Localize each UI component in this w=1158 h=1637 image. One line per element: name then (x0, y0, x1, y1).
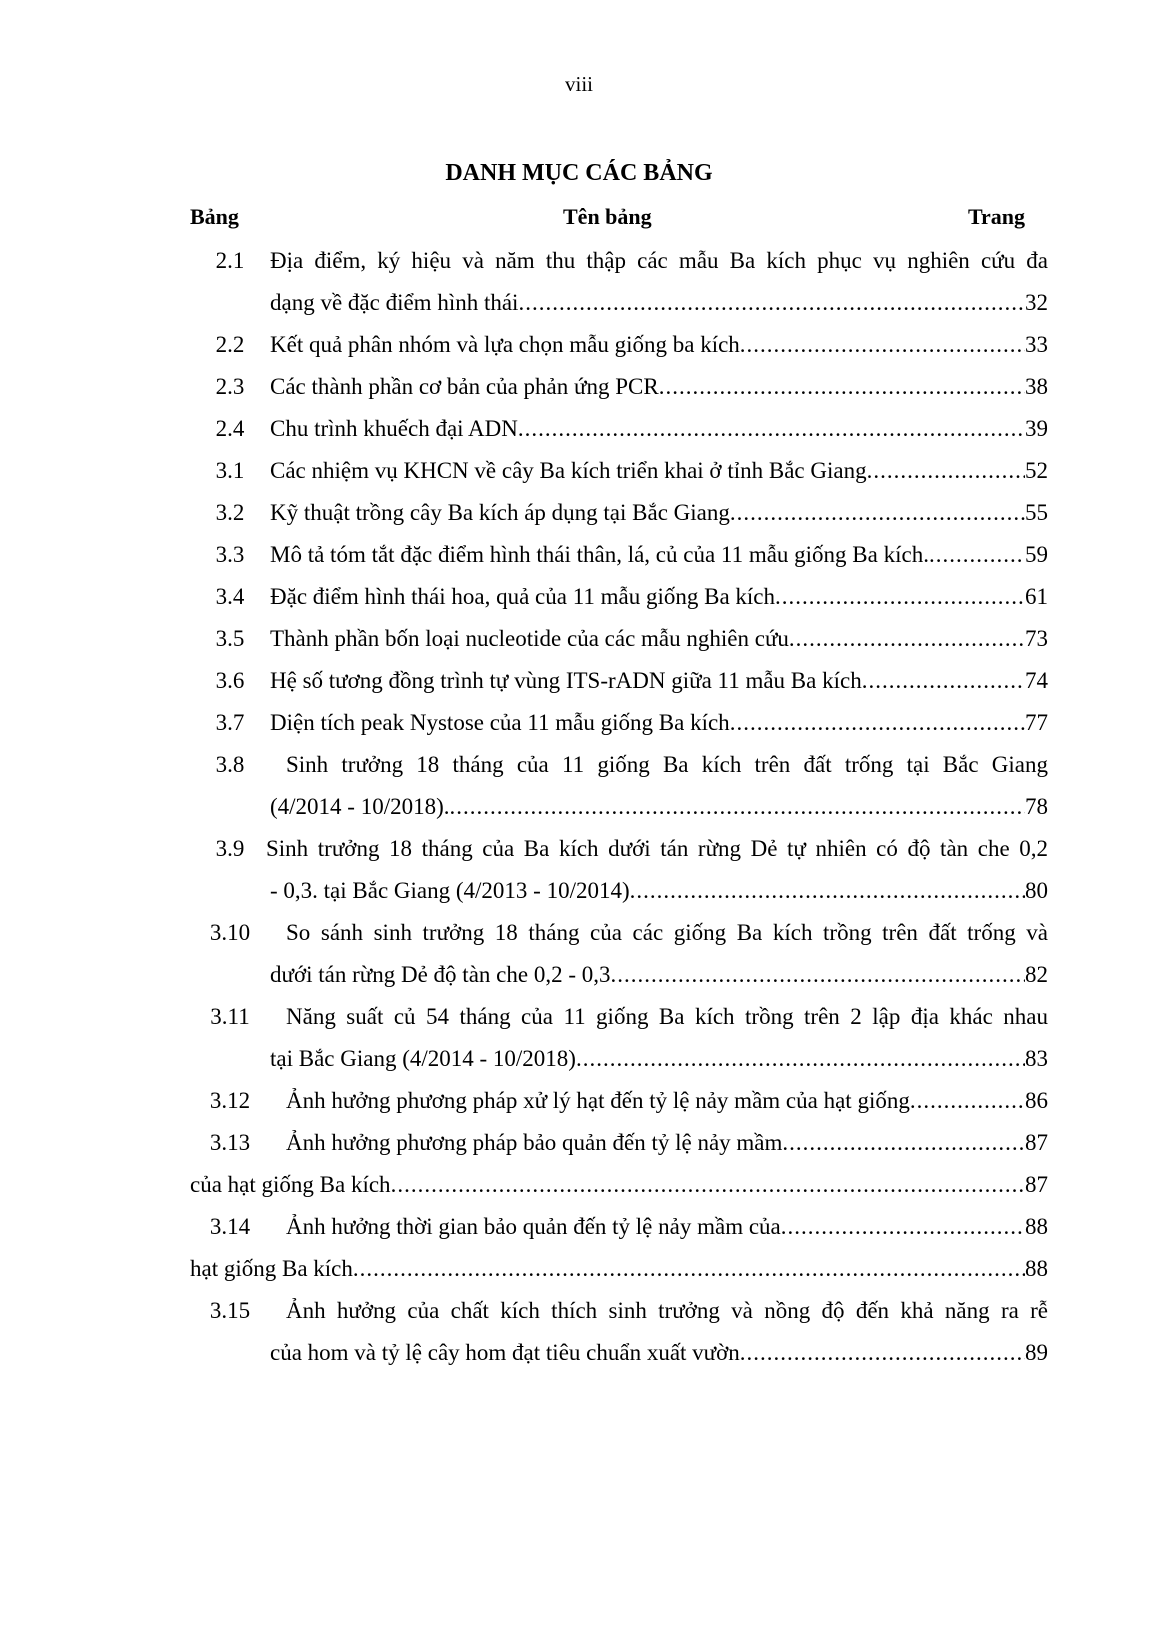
entry-title: Mô tả tóm tắt đặc điểm hình thái thân, lá, củ của 11 mẫu giống Ba kích. (270, 542, 929, 567)
entry-title-line1: Sinh trưởng 18 tháng của Ba kích dưới tán rừng Dẻ tự nhiên có độ tàn che 0,2 (266, 836, 1048, 861)
toc-entry-2-2[interactable] (190, 324, 1048, 366)
entry-number: 3.7 (215, 710, 245, 735)
page-number: viii (564, 72, 593, 96)
dot-leader (862, 660, 1025, 702)
entry-title-line2: dạng về đặc điểm hình thái (270, 290, 519, 315)
entry-title: Diện tích peak Nystose của 11 mẫu giống Ba kích (270, 710, 730, 735)
toc-entry-2-1-cont[interactable] (190, 282, 1048, 324)
toc-entry-3-8-cont[interactable] (190, 786, 1048, 828)
entry-number: 2.2 (215, 332, 245, 357)
dot-leader (630, 870, 1025, 912)
toc-entry-3-8[interactable] (190, 744, 1048, 786)
toc-entry-3-1[interactable] (190, 450, 1048, 492)
toc-entry-3-10[interactable] (190, 912, 1048, 954)
entry-title: Các thành phần cơ bản của phản ứng PCR (270, 374, 659, 399)
entry-title-line2: tại Bắc Giang (4/2014 - 10/2018) (270, 1046, 576, 1071)
dot-leader (781, 1206, 1025, 1248)
entry-title: Kết quả phân nhóm và lựa chọn mẫu giống ba kích (270, 332, 740, 357)
dot-leader (518, 282, 1025, 324)
entry-title: Ảnh hưởng phương pháp xử lý hạt đến tỷ lệ nảy mầm của hạt giống (286, 1088, 910, 1113)
entry-title: Thành phần bốn loại nucleotide của các mẫu nghiên cứu (270, 626, 789, 651)
dot-leader (789, 618, 1025, 660)
toc-entry-3-15[interactable] (190, 1290, 1048, 1332)
dot-leader (867, 450, 1025, 492)
dot-leader (611, 954, 1026, 996)
toc-entry-3-2[interactable] (190, 492, 1048, 534)
toc-entry-3-13[interactable] (190, 1122, 1048, 1164)
header-table-number: Bảng (190, 204, 239, 229)
dot-leader (391, 1164, 1025, 1206)
entry-page: 33 (1025, 332, 1048, 357)
entry-title-line2: - 0,3. tại Bắc Giang (4/2013 - 10/2014) (270, 878, 630, 903)
entry-page: 74 (1025, 668, 1048, 693)
toc-entry-3-9-cont[interactable] (190, 870, 1048, 912)
dot-leader (518, 408, 1025, 450)
entry-number: 3.13 (209, 1130, 251, 1155)
entry-title-line2: (4/2014 - 10/2018). (270, 794, 450, 819)
toc-entry-3-11[interactable] (190, 996, 1048, 1038)
entry-number: 3.8 (215, 752, 245, 777)
entry-page: 59 (1025, 542, 1048, 567)
entry-title-line2: của hom và tỷ lệ cây hom đạt tiêu chuẩn xuất vườn (270, 1340, 740, 1365)
toc-entry-3-3[interactable] (190, 534, 1048, 576)
dot-leader (782, 1122, 1025, 1164)
entry-number: 3.3 (215, 542, 245, 567)
entry-number: 3.9 (215, 836, 245, 861)
entry-page: 32 (1025, 290, 1048, 315)
dot-leader (353, 1248, 1025, 1290)
toc-entry-3-6[interactable] (190, 660, 1048, 702)
entry-title: Các nhiệm vụ KHCN về cây Ba kích triển khai ở tỉnh Bắc Giang (270, 458, 867, 483)
entry-page: 77 (1025, 710, 1048, 735)
page-title: DANH MỤC CÁC BẢNG (445, 160, 713, 186)
entry-number: 3.1 (215, 458, 245, 483)
entry-title: Ảnh hưởng thời gian bảo quản đến tỷ lệ nảy mầm của (286, 1214, 781, 1239)
entry-title: Chu trình khuếch đại ADN (270, 416, 518, 441)
entry-number: 3.14 (209, 1214, 251, 1239)
dot-leader (730, 492, 1025, 534)
dot-leader (910, 1080, 1025, 1122)
entry-number: 3.2 (215, 500, 245, 525)
entry-title-line1: Địa điểm, ký hiệu và năm thu thập các mẫu Ba kích phục vụ nghiên cứu đa (270, 248, 1048, 273)
entry-title-cont: của hạt giống Ba kích (190, 1172, 391, 1197)
entry-page: 61 (1025, 584, 1048, 609)
entry-page: 82 (1025, 962, 1048, 987)
entry-number: 3.5 (215, 626, 245, 651)
dot-leader (740, 1332, 1025, 1374)
entry-title-line1: Năng suất củ 54 tháng của 11 giống Ba kích trồng trên 2 lập địa khác nhau (286, 1004, 1048, 1029)
entry-number: 3.10 (209, 920, 251, 945)
dot-leader (740, 324, 1025, 366)
dot-leader (775, 576, 1025, 618)
toc-entry-3-14[interactable] (190, 1206, 1048, 1248)
entry-page: 52 (1025, 458, 1048, 483)
entry-page: 78 (1025, 794, 1048, 819)
entry-title-line2: dưới tán rừng Dẻ độ tàn che 0,2 - 0,3 (270, 962, 611, 987)
toc-entry-2-4[interactable] (190, 408, 1048, 450)
entry-page: 38 (1025, 374, 1048, 399)
toc-entry-3-5[interactable] (190, 618, 1048, 660)
entry-title-cont: hạt giống Ba kích (190, 1256, 353, 1281)
entry-number: 3.12 (209, 1088, 251, 1113)
entry-page: 89 (1025, 1340, 1048, 1365)
toc-entry-3-12[interactable] (190, 1080, 1048, 1122)
entry-number: 3.6 (215, 668, 245, 693)
entry-page: 88 (1025, 1256, 1048, 1281)
dot-leader (659, 366, 1025, 408)
entry-page: 86 (1025, 1088, 1048, 1113)
entry-title-line1: Ảnh hưởng của chất kích thích sinh trưởng và nồng độ đến khả năng ra rễ (286, 1298, 1048, 1323)
entry-title-line1: So sánh sinh trưởng 18 tháng của các giống Ba kích trồng trên đất trống và (286, 920, 1048, 945)
entry-title: Ảnh hưởng phương pháp bảo quản đến tỷ lệ nảy mầm (286, 1130, 783, 1155)
entry-page: 88 (1025, 1214, 1048, 1239)
header-table-name: Tên bảng (563, 204, 652, 229)
toc-entry-2-1[interactable] (190, 240, 1048, 282)
entry-page: 80 (1025, 878, 1048, 903)
entry-page: 83 (1025, 1046, 1048, 1071)
entry-number: 3.11 (210, 1004, 250, 1029)
header-page: Trang (968, 204, 1026, 229)
dot-leader (730, 702, 1025, 744)
entry-title: Kỹ thuật trồng cây Ba kích áp dụng tại Bắc Giang (270, 500, 730, 525)
entry-number: 3.4 (215, 584, 245, 609)
toc-entry-3-15-cont[interactable] (190, 1332, 1048, 1374)
toc-entry-3-9[interactable] (190, 828, 1048, 870)
toc-entry-3-10-cont[interactable] (190, 954, 1048, 996)
dot-leader (450, 786, 1025, 828)
entry-title: Đặc điểm hình thái hoa, quả của 11 mẫu giống Ba kích (270, 584, 776, 609)
entry-title-line1: Sinh trưởng 18 tháng của 11 giống Ba kích trên đất trống tại Bắc Giang (286, 752, 1048, 777)
toc-entry-3-11-cont[interactable] (190, 1038, 1048, 1080)
entry-page: 39 (1025, 416, 1048, 441)
entry-number: 2.3 (215, 374, 245, 399)
dot-leader (576, 1038, 1025, 1080)
entry-page: 87 (1025, 1130, 1048, 1155)
entry-number: 3.15 (209, 1298, 251, 1323)
dot-leader (929, 534, 1025, 576)
toc-entry-3-4[interactable] (190, 576, 1048, 618)
entry-page: 73 (1025, 626, 1048, 651)
entry-page: 55 (1025, 500, 1048, 525)
entry-page: 87 (1025, 1172, 1048, 1197)
entry-number: 2.4 (215, 416, 245, 441)
toc-entry-2-3[interactable] (190, 366, 1048, 408)
toc-entry-3-14-cont[interactable] (190, 1248, 1048, 1290)
entry-number: 2.1 (215, 248, 245, 273)
toc-entry-3-13-cont[interactable] (190, 1164, 1048, 1206)
entry-title: Hệ số tương đồng trình tự vùng ITS-rADN giữa 11 mẫu Ba kích (270, 668, 862, 693)
toc-entry-3-7[interactable] (190, 702, 1048, 744)
